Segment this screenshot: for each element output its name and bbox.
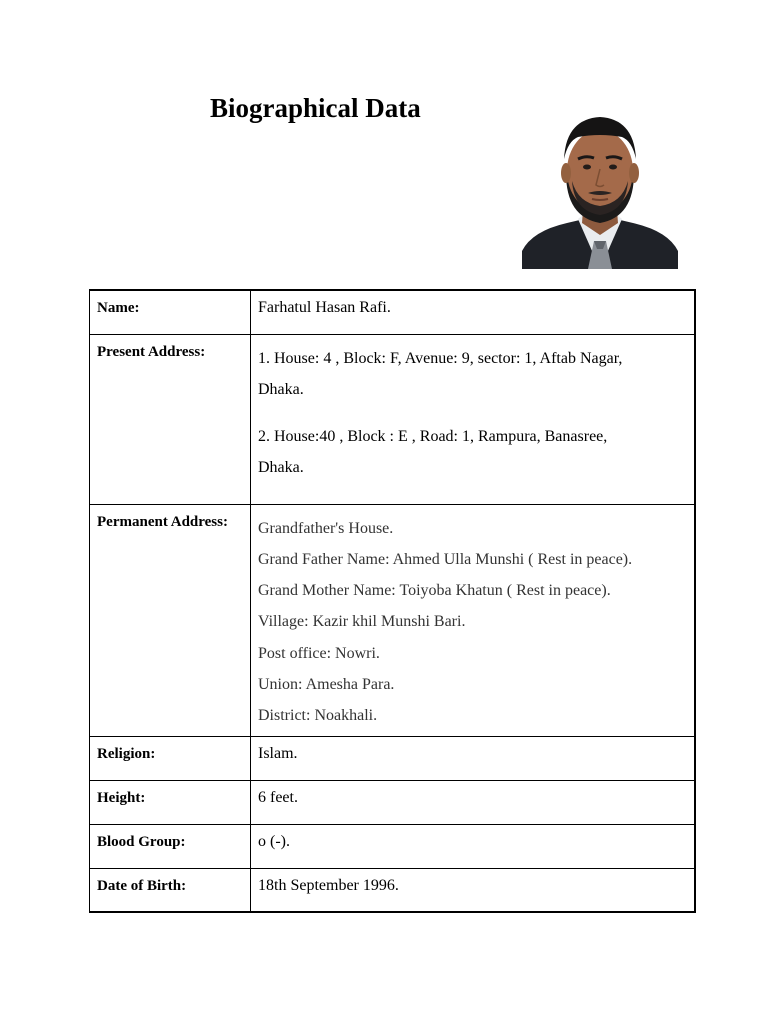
height-value: 6 feet. xyxy=(251,780,696,824)
religion-value: Islam. xyxy=(251,736,696,780)
date-of-birth-value: 18th September 1996. xyxy=(251,868,696,912)
permanent-address-label: Permanent Address: xyxy=(90,504,251,736)
portrait-image xyxy=(522,111,678,269)
present-address-1 xyxy=(258,343,684,405)
profile-photo xyxy=(522,111,678,269)
blood-group-value: o (-). xyxy=(251,824,696,868)
table-row-height xyxy=(90,780,696,824)
present-address-line: Dhaka. xyxy=(258,380,304,398)
blood-group-label: Blood Group: xyxy=(90,824,251,868)
table-row-religion xyxy=(90,736,696,780)
present-address-line: 2. House:40 , Block : E , Road: 1, Rampura, Banasree, xyxy=(258,427,608,445)
permanent-address-line: Grandfather's House. xyxy=(258,519,394,537)
biodata-table xyxy=(89,289,696,913)
permanent-address-line: Post office: Nowri. xyxy=(258,644,380,662)
permanent-address-line: District: Noakhali. xyxy=(258,707,378,725)
page-title: Biographical Data xyxy=(210,93,421,123)
religion-label: Religion: xyxy=(90,736,251,780)
present-address-label: Present Address: xyxy=(90,334,251,504)
permanent-address-line: Union: Amesha Para. xyxy=(258,675,395,693)
height-label: Height: xyxy=(90,780,251,824)
table-row-blood-group xyxy=(90,824,696,868)
table-row-permanent-address xyxy=(90,504,696,736)
permanent-address-line: Grand Father Name: Ahmed Ulla Munshi ( Rest in peace). xyxy=(258,550,633,568)
permanent-address-value xyxy=(251,504,696,736)
permanent-address-line: Village: Kazir khil Munshi Bari. xyxy=(258,613,466,631)
permanent-address-line: Grand Mother Name: Toiyoba Khatun ( Rest in peace). xyxy=(258,582,611,600)
present-address-value xyxy=(251,334,696,504)
present-address-line: 1. House: 4 , Block: F, Avenue: 9, sector: 1, Aftab Nagar, xyxy=(258,349,623,367)
present-address-2 xyxy=(258,421,684,483)
name-label: Name: xyxy=(90,290,251,334)
present-address-line: Dhaka. xyxy=(258,458,304,476)
table-row-name xyxy=(90,290,696,334)
table-row-present-address xyxy=(90,334,696,504)
table-row-date-of-birth xyxy=(90,868,696,912)
date-of-birth-label: Date of Birth: xyxy=(90,868,251,912)
name-value: Farhatul Hasan Rafi. xyxy=(251,290,696,334)
